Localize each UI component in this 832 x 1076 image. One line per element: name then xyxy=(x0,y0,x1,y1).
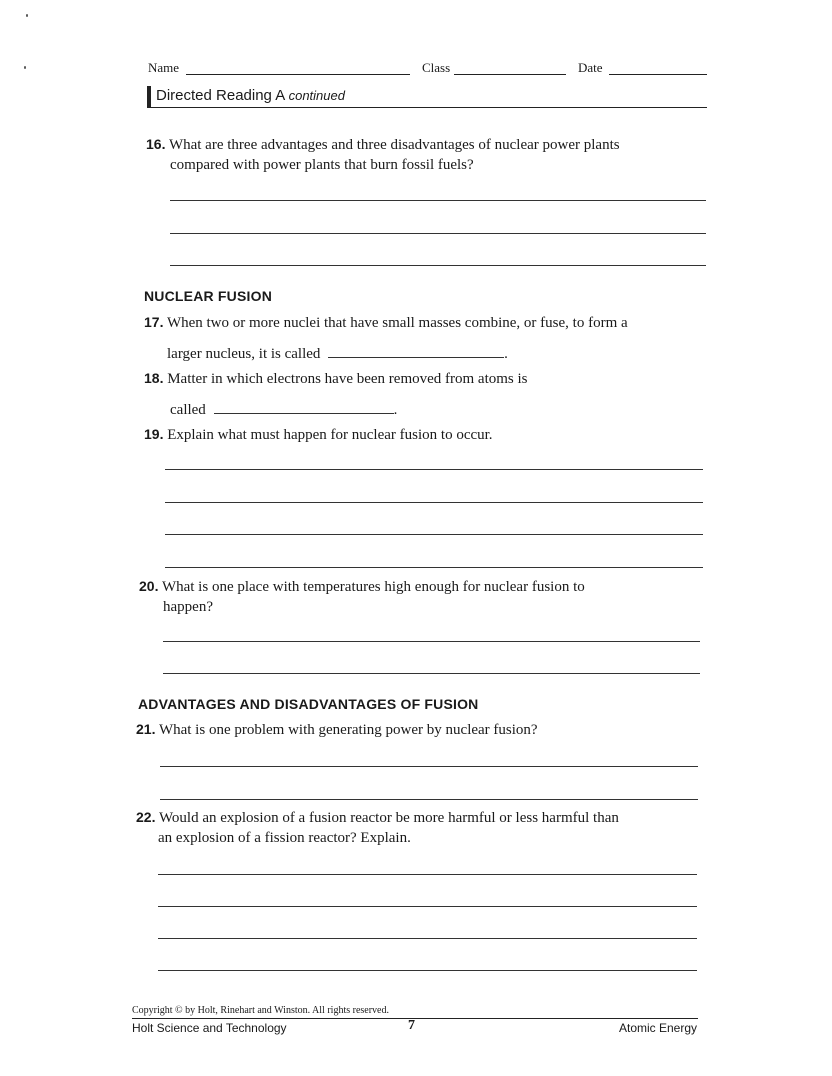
date-label: Date xyxy=(578,60,603,75)
answer-line[interactable] xyxy=(158,938,697,939)
page-title xyxy=(156,87,345,104)
answer-line[interactable] xyxy=(160,766,698,767)
question-text-cont: compared with power plants that burn fossil fuels? xyxy=(170,157,474,173)
answer-line[interactable] xyxy=(170,200,706,201)
fill-in-blank[interactable] xyxy=(214,399,394,414)
question-text: What is one problem with generating power by nuclear fusion? xyxy=(158,722,538,738)
question-text: Would an explosion of a fusion reactor be more harmful or less harmful than xyxy=(158,810,619,826)
class-label: Class xyxy=(422,60,451,75)
section-heading: NUCLEAR FUSION xyxy=(144,288,273,304)
question-20 xyxy=(139,576,719,617)
question-text: What is one place with temperatures high enough for nuclear fusion to xyxy=(161,579,585,595)
question-number: 20. xyxy=(139,578,159,594)
question-number: 16. xyxy=(146,136,166,152)
answer-line[interactable] xyxy=(165,534,703,535)
question-text-cont: called xyxy=(170,402,206,418)
answer-line[interactable] xyxy=(160,799,698,800)
question-text-cont: an explosion of a fission reactor? Explain. xyxy=(158,830,411,846)
title-marker xyxy=(147,86,151,107)
fill-in-blank[interactable] xyxy=(328,343,504,358)
question-text-cont: larger nucleus, it is called xyxy=(167,346,321,362)
question-text-cont: happen? xyxy=(163,599,213,615)
scan-speck xyxy=(24,66,26,69)
question-18-cont xyxy=(170,399,397,420)
punctuation: . xyxy=(393,402,398,418)
section-heading: ADVANTAGES AND DISADVANTAGES OF FUSION xyxy=(138,696,479,712)
punctuation: . xyxy=(504,346,508,362)
answer-line[interactable] xyxy=(163,673,700,674)
name-field[interactable] xyxy=(186,74,410,75)
answer-line[interactable] xyxy=(163,641,700,642)
question-text: When two or more nuclei that have small masses combine, or fuse, to form a xyxy=(166,315,628,331)
question-text: Explain what must happen for nuclear fusion to occur. xyxy=(167,427,493,443)
page-number: 7 xyxy=(408,1018,415,1033)
question-number: 19. xyxy=(144,426,164,442)
name-label: Name xyxy=(148,60,180,75)
footer-rule xyxy=(132,1018,698,1019)
answer-line[interactable] xyxy=(158,874,697,875)
question-number: 17. xyxy=(144,314,164,330)
footer-book-title: Holt Science and Technology xyxy=(132,1021,287,1035)
answer-line[interactable] xyxy=(165,502,703,503)
question-22 xyxy=(136,807,716,848)
class-field[interactable] xyxy=(454,74,566,75)
question-number: 22. xyxy=(136,809,156,825)
section-title-bar xyxy=(147,86,707,108)
question-17 xyxy=(144,312,724,333)
answer-line[interactable] xyxy=(158,970,697,971)
answer-line[interactable] xyxy=(165,567,703,568)
question-17-cont xyxy=(167,343,508,364)
scan-speck xyxy=(26,14,28,17)
question-text: What are three advantages and three disadvantages of nuclear power plants xyxy=(168,137,620,153)
question-21 xyxy=(136,719,716,740)
question-number: 21. xyxy=(136,721,156,737)
footer-chapter-title: Atomic Energy xyxy=(619,1021,698,1035)
answer-line[interactable] xyxy=(170,265,706,266)
page-title-suffix: continued xyxy=(288,88,345,103)
question-number: 18. xyxy=(144,370,164,386)
date-field[interactable] xyxy=(609,74,707,75)
answer-line[interactable] xyxy=(165,469,703,470)
page-title-text: Directed Reading A xyxy=(156,87,285,104)
answer-line[interactable] xyxy=(170,233,706,234)
question-19 xyxy=(144,424,724,445)
question-text: Matter in which electrons have been removed from atoms is xyxy=(167,371,528,387)
answer-line[interactable] xyxy=(158,906,697,907)
question-16 xyxy=(146,134,716,175)
question-18 xyxy=(144,368,724,389)
copyright-notice: Copyright © by Holt, Rinehart and Winston. All rights reserved. xyxy=(132,1005,389,1016)
